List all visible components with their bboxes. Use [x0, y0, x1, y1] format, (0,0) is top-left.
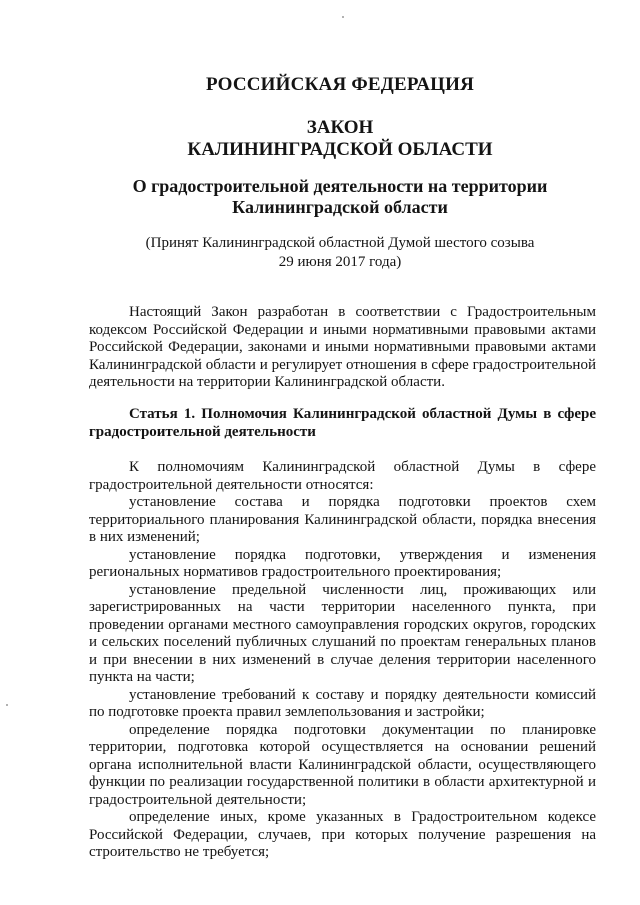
- scan-speck: [6, 704, 8, 706]
- adoption-note-line1: (Принят Калининградской областной Думой шестого созыва: [145, 235, 535, 251]
- article-1-paragraph: определение порядка подготовки документации по планировке территории, подготовка которой осуществляется на основании решений органа исполнительной власти Калининградской области, осуществляющего функции по реализации государственной политики в области архитектурной и градостроительной деятельности;: [89, 721, 596, 808]
- article-1-paragraph: К полномочиям Калининградской областной Думы в сфере градостроительной деятельности относятся:: [89, 459, 596, 493]
- law-title-line2: Калининградской области: [232, 197, 448, 217]
- article-1-heading: Статья 1. Полномочия Калининградской областной Думы в сфере градостроительной деятельности: [89, 406, 596, 440]
- law-heading: [90, 117, 590, 161]
- law-heading-line2: КАЛИНИНГРАДСКОЙ ОБЛАСТИ: [187, 139, 493, 160]
- intro-paragraph: Настоящий Закон разработан в соответствии с Градостроительным кодексом Российской Федерации и иными нормативными правовыми актами Российской Федерации, законами и иными нормативными правовыми актами Калининградской области и регулирует отношения в сфере градостроительной деятельности на территории Калининградской области.: [89, 304, 596, 390]
- law-title: [90, 176, 590, 218]
- scan-speck: [342, 16, 344, 18]
- law-title-line1: О градостроительной деятельности на территории: [132, 176, 548, 196]
- adoption-note: [90, 234, 590, 272]
- adoption-note-line2: 29 июня 2017 года): [278, 254, 402, 270]
- article-1-paragraph: установление требований к составу и порядку деятельности комиссий по подготовке проекта правил землепользования и застройки;: [89, 686, 596, 720]
- article-1-body: [89, 459, 596, 862]
- article-1-paragraph: установление предельной численности лиц, проживающих или зарегистрированных на части территории населенного пункта, при проведении органами местного самоуправления городских округов, городских и сельских поселений публичных слушаний по проектам генеральных планов и при внесении в них изменений в случае деления территории населенного пункта на части;: [89, 581, 596, 685]
- country-heading: РОССИЙСКАЯ ФЕДЕРАЦИЯ: [205, 74, 475, 95]
- article-1-paragraph: установление состава и порядка подготовки проектов схем территориального планирования Калининградской области, порядка внесения в них изменений;: [89, 494, 596, 545]
- article-1-paragraph: определение иных, кроме указанных в Градостроительном кодексе Российской Федерации, случаев, при которых получение разрешения на строительство не требуется;: [89, 809, 596, 860]
- article-1-paragraph: установление порядка подготовки, утверждения и изменения региональных нормативов градостроительного проектирования;: [89, 546, 596, 580]
- law-heading-line1: ЗАКОН: [306, 117, 374, 138]
